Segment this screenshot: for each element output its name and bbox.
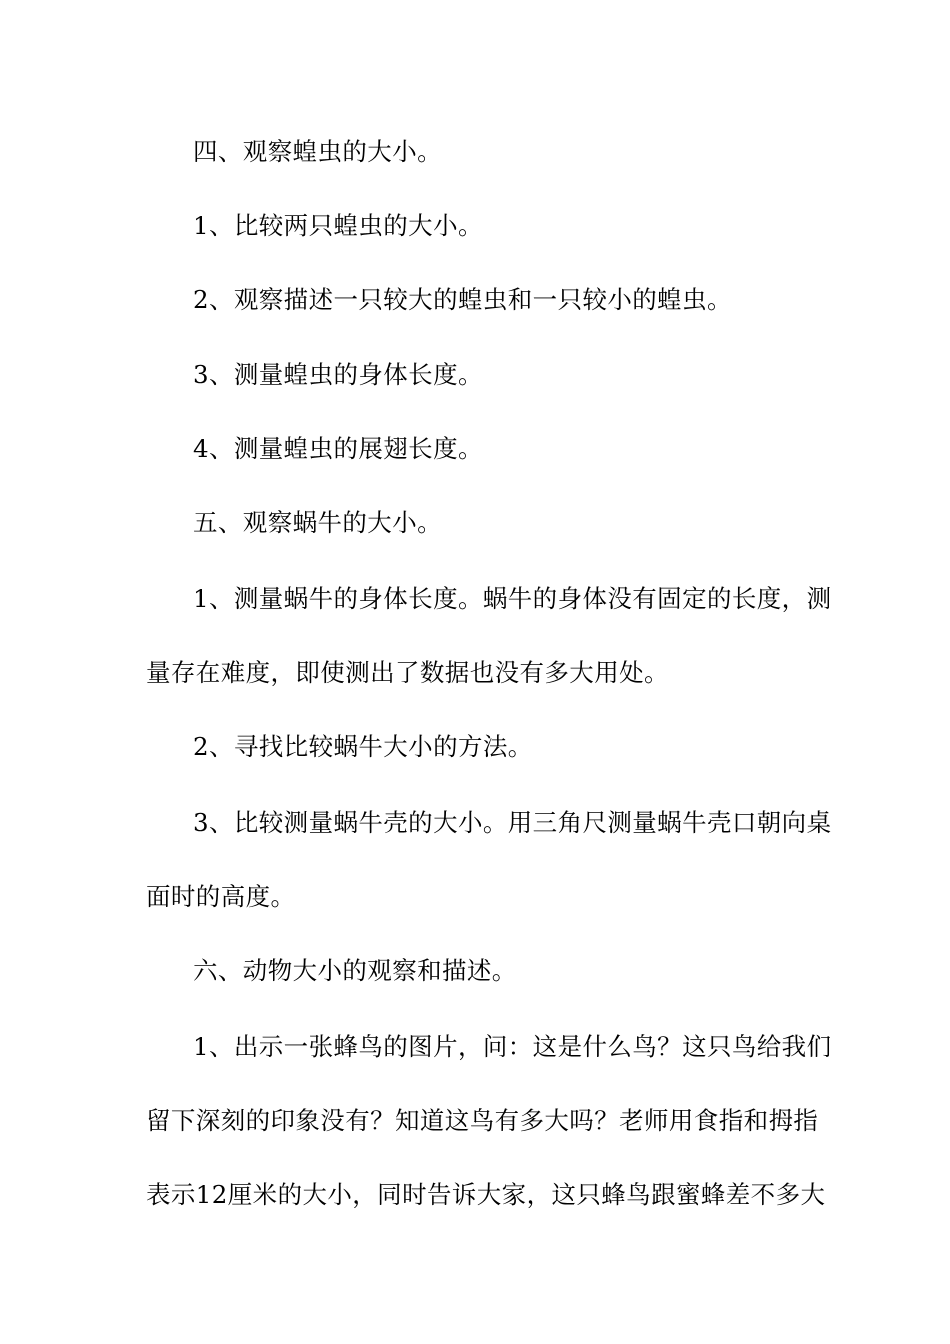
paragraph-line: 表示12厘米的大小，同时告诉大家，这只蜂鸟跟蜜蜂差不多大 (146, 1180, 826, 1209)
paragraph-line: 量存在难度，即使测出了数据也没有多大用处。 (146, 658, 669, 687)
paragraph-line: 1、比较两只蝗虫的大小。 (193, 211, 483, 240)
paragraph-line: 2、寻找比较蜗牛大小的方法。 (193, 732, 533, 761)
section-heading-locust: 四、观察蝗虫的大小。 (193, 137, 442, 166)
paragraph-line: 3、测量蝗虫的身体长度。 (193, 360, 483, 389)
section-heading-snail: 五、观察蜗牛的大小。 (193, 508, 442, 537)
paragraph-line: 2、观察描述一只较大的蝗虫和一只较小的蝗虫。 (193, 285, 732, 314)
paragraph-line: 面时的高度。 (146, 882, 296, 911)
paragraph-line: 3、比较测量蜗牛壳的大小。用三角尺测量蜗牛壳口朝向桌 (193, 808, 832, 837)
section-heading-animal-size: 六、动物大小的观察和描述。 (193, 956, 517, 985)
paragraph-line: 4、测量蝗虫的展翅长度。 (193, 434, 483, 463)
paragraph-line: 留下深刻的印象没有？知道这鸟有多大吗？老师用食指和拇指 (146, 1106, 819, 1135)
paragraph-line: 1、测量蜗牛的身体长度。蜗牛的身体没有固定的长度，测 (193, 584, 832, 613)
paragraph-line: 1、出示一张蜂鸟的图片，问：这是什么鸟？这只鸟给我们 (193, 1032, 832, 1061)
